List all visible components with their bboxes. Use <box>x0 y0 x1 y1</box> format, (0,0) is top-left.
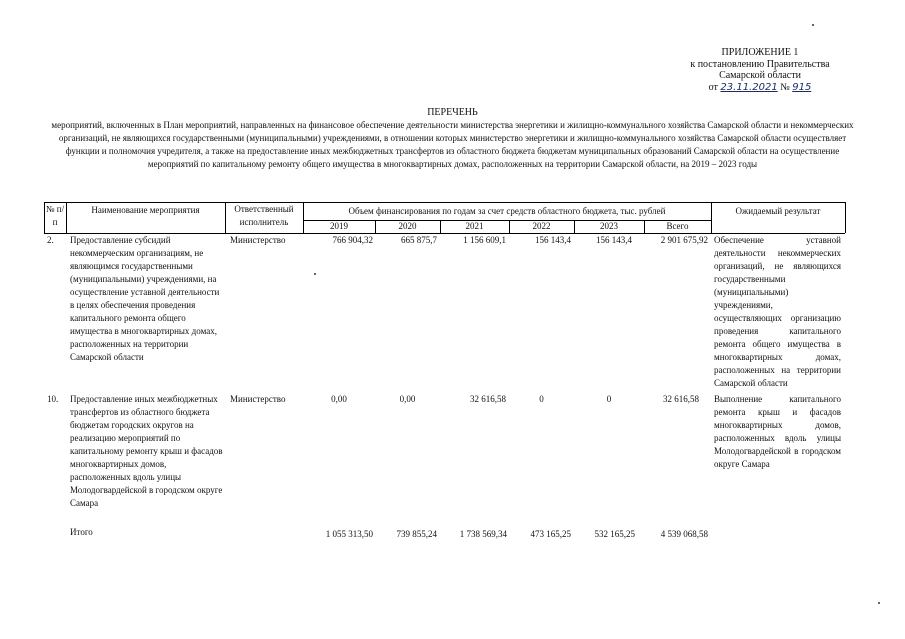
scan-speck <box>878 602 880 604</box>
date-prefix: от <box>708 81 718 93</box>
row-value-2022: 156 143,4 <box>535 235 571 245</box>
row-value-2023: 156 143,4 <box>596 235 632 245</box>
header-responsible: Ответственный исполнитель <box>234 204 294 227</box>
total-value-2019: 1 055 313,50 <box>325 529 373 539</box>
row-value-2020: 0,00 <box>399 394 416 404</box>
appendix-title: ПРИЛОЖЕНИЕ 1 <box>721 47 799 58</box>
number-handwritten: 915 <box>792 81 812 93</box>
row-num: 10. <box>47 394 59 404</box>
row-value-2019: 766 904,32 <box>332 235 373 245</box>
row-value-2020: 665 875,7 <box>401 235 437 245</box>
document-title: ПЕРЕЧЕНЬ <box>427 107 478 118</box>
total-value-2023: 532 165,25 <box>594 529 635 539</box>
header-year-2022: 2022 <box>532 221 551 231</box>
appendix-region: Самарской области <box>719 70 801 81</box>
total-value-2021: 1 738 569,34 <box>459 529 507 539</box>
appendix-date-line <box>709 82 812 94</box>
row-value-2021: 1 156 609,1 <box>463 235 506 245</box>
header-num: № п/п <box>45 204 65 227</box>
header-total: Всего <box>666 221 689 231</box>
scan-speck <box>812 24 814 26</box>
header-name: Наименование мероприятия <box>91 205 200 215</box>
row-value-2021: 32 616,58 <box>470 394 506 404</box>
row-responsible: Министерство <box>230 394 286 404</box>
row-value-2019: 0,00 <box>331 394 347 404</box>
row-value-2022: 0 <box>539 394 544 404</box>
number-prefix: № <box>780 81 790 93</box>
header-year-2023: 2023 <box>600 221 618 231</box>
appendix-block <box>640 47 880 93</box>
total-label: Итого <box>70 527 93 537</box>
header-funding: Объем финансирования по годам за счет средств областного бюджета, тыс. рублей <box>348 206 666 216</box>
row-result: Обеспечение уставной деятельности некоммерческих организаций, не являющихся государственными (муниципальными) учреждениями, осуществляющих организацию проведения капитального ремонта общего имущества в многоквартирных домах, расположенных на территории Самарской области <box>714 235 841 388</box>
row-value-2023: 0 <box>606 394 612 404</box>
appendix-resolution: к постановлению Правительства <box>690 58 830 70</box>
row-name: Предоставление субсидий некоммерческим организациям, не являющимся государственными (муниципальными) учреждениями, на осуществление уставной деятельности в целях обеспечения проведения капитального ремонта общего имущества в многоквартирных домах, расположенных на территории Самарской области <box>70 235 220 362</box>
header-year-2021: 2021 <box>465 221 484 231</box>
scan-speck <box>314 273 316 275</box>
total-value-all: 4 539 068,58 <box>660 529 708 539</box>
row-value-total: 2 901 675,92 <box>660 235 708 245</box>
date-handwritten: 23.11.2021 <box>720 81 778 93</box>
row-name: Предоставление иных межбюджетных трансфертов из областного бюджета бюджетам городских округов на реализацию мероприятий по капитальному ремонту крыш и фасадов многоквартирных домов, расположенных вдоль улицы Молодогвардейской в городском округе Самара <box>70 394 223 508</box>
header-year-2020: 2020 <box>398 221 417 231</box>
row-value-total: 32 616,58 <box>663 394 699 404</box>
row-result: Выполнение капитального ремонта крыш и фасадов многоквартирных домов, расположенных вдоль улицы Молодогвардейской в городском округе Самара <box>714 394 841 469</box>
row-responsible: Министерство <box>230 235 286 245</box>
total-value-2020: 739 855,24 <box>396 529 437 539</box>
header-result: Ожидаемый результат <box>735 206 821 216</box>
row-num: 2. <box>47 235 54 245</box>
total-value-2022: 473 165,25 <box>530 529 571 539</box>
document-subtitle: мероприятий, включенных в План мероприятий, направленных на финансовое обеспечение деятельности министерства энергетики и жилищно-коммунального хозяйства Самарской области и некоммерческих организаций, не являющихся государственными (муниципальными) учреждениями, в отношении которых министерство энергетики и жилищно-коммунального хозяйства Самарской области осуществляет функции и полномочия учредителя, а также на предоставление иных межбюджетных трансфертов из областного бюджета бюджетам муниципальных образований Самарской области на осуществление мероприятий по капитальному ремонту общего имущества в многоквартирных домах, расположенных на территории Самарской области, на 2019 – 2023 годы <box>51 120 854 169</box>
header-year-2019: 2019 <box>330 221 348 231</box>
